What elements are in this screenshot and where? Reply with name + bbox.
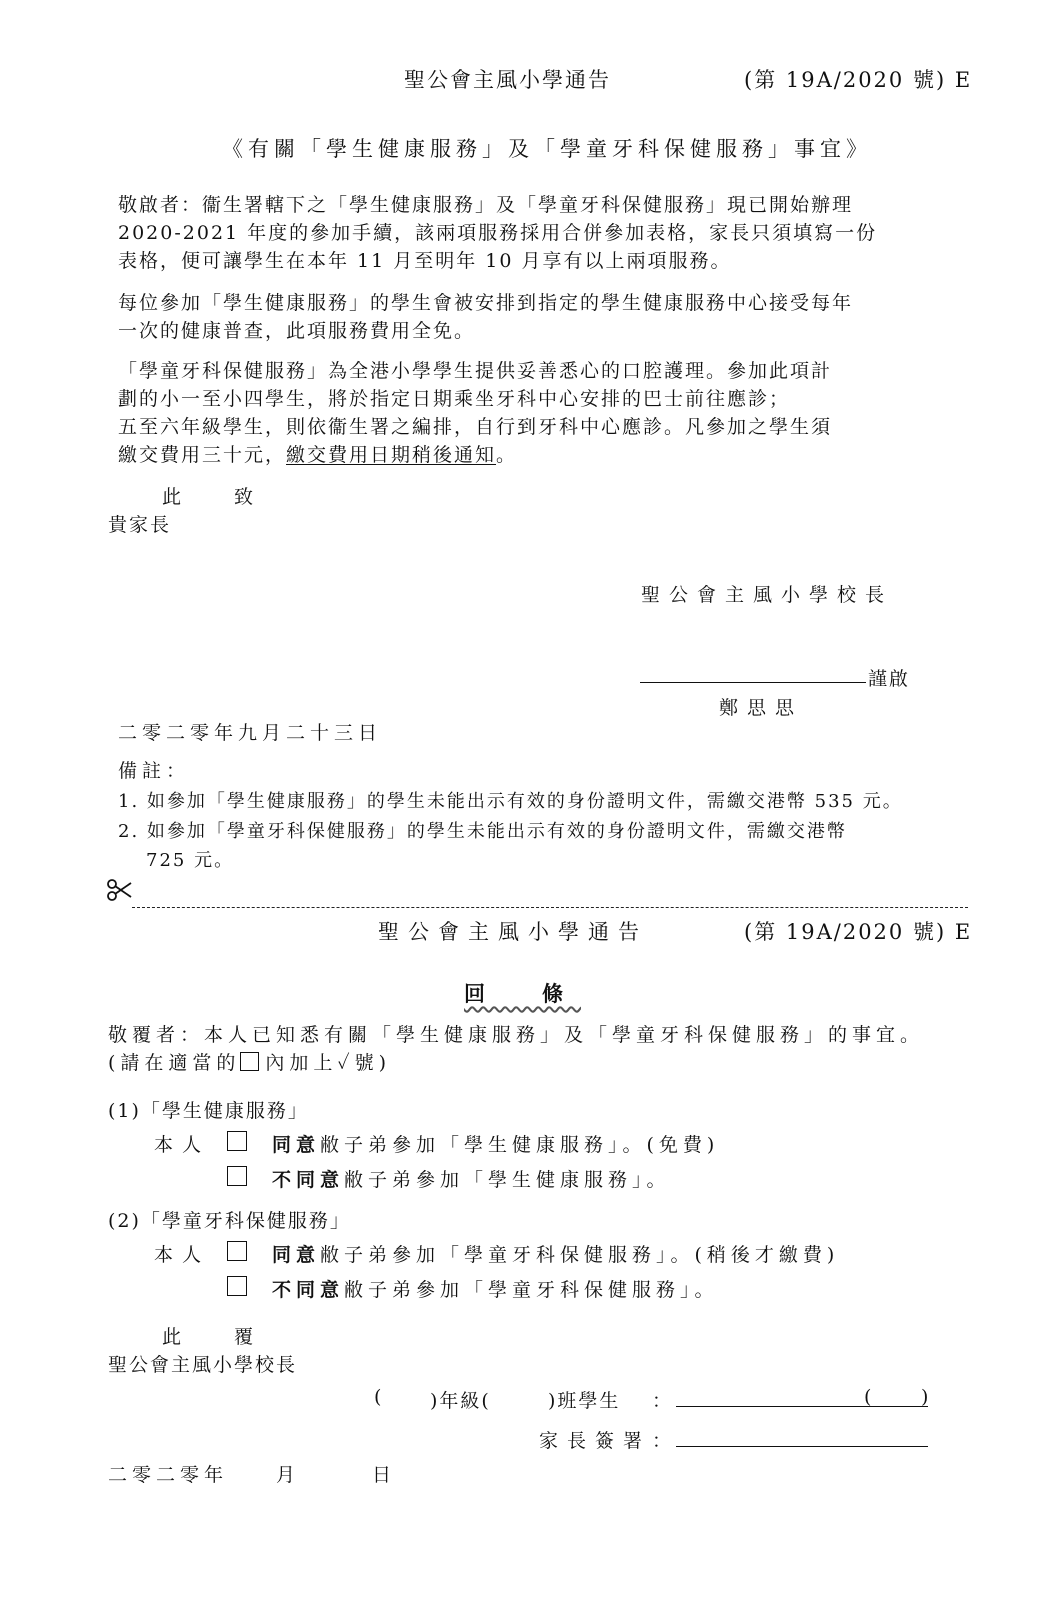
- instruction-post: 內加上✓號): [265, 1052, 392, 1074]
- agree-label: 同意: [272, 1244, 321, 1266]
- grade-label: )年級(: [430, 1390, 491, 1412]
- student-name-line[interactable]: [676, 1406, 928, 1407]
- agree-text: 敝子弟參加「學童牙科保健服務」。(稍後才繳費): [320, 1244, 840, 1266]
- body-p3-line3: 五至六年級學生，則依衞生署之編排，自行到牙科中心應診。凡參加之學生須: [118, 416, 833, 438]
- section1-ben-ren: 本人: [154, 1134, 211, 1156]
- body-p3-line2: 劃的小一至小四學生，將於指定日期乘坐牙科中心安排的巴士前往應診；: [118, 388, 791, 410]
- checkbox-sample-icon: [240, 1052, 259, 1071]
- fee-end: 。: [496, 444, 518, 466]
- remark-item-2-cont: 725 元。: [146, 850, 235, 871]
- health-agree-checkbox[interactable]: [227, 1131, 247, 1151]
- body-p1-line2: 2020-2021 年度的參加手續，該兩項服務採用合併參加表格，家長只須填寫一份: [118, 222, 878, 244]
- agree-label: 同意: [272, 1134, 321, 1156]
- parent-signature-line[interactable]: [676, 1446, 928, 1447]
- body-p1-line3: 表格，便可讓學生在本年 11 月至明年 10 月享有以上兩項服務。: [118, 250, 732, 272]
- jin-qi: 謹啟: [868, 668, 911, 690]
- disagree-label: 不同意: [272, 1279, 345, 1301]
- remarks-heading: 備註：: [118, 760, 191, 782]
- instruction-pre: (請在適當的: [108, 1052, 241, 1074]
- fee-date-notice: 繳交費用日期稍後通知: [286, 444, 497, 466]
- remark-item-2: 2. 如參加「學童牙科保健服務」的學生未能出示有效的身份證明文件，需繳交港幣: [118, 821, 847, 842]
- notice-number: (第 19A/2020 號) E: [744, 68, 973, 92]
- school-notice-title: 聖公會主風小學通告: [404, 68, 611, 92]
- section2-ben-ren: 本人: [154, 1244, 211, 1266]
- body-p1-line1: 敬啟者：衞生署轄下之「學生健康服務」及「學童牙科保健服務」現已開始辦理: [118, 194, 854, 216]
- reply-heading: 回 條: [464, 981, 581, 1006]
- reply-date: 二零二零年 月 日: [108, 1464, 397, 1486]
- class-open-paren: (: [374, 1386, 382, 1408]
- grade-field[interactable]: [386, 1382, 428, 1408]
- reply-notice-number: (第 19A/2020 號) E: [744, 920, 973, 944]
- student-colon: ：: [652, 1390, 672, 1412]
- principal-name: 鄭思思: [719, 697, 804, 719]
- class-label: )班學生: [548, 1390, 621, 1412]
- notice-date: 二零二零年九月二十三日: [118, 722, 383, 744]
- parent-colon: ：: [652, 1430, 672, 1452]
- section1-title: (1)「學生健康服務」: [108, 1100, 309, 1122]
- reply-school-title: 聖公會主風小學通告: [378, 920, 648, 944]
- health-disagree-option: [272, 1165, 671, 1192]
- health-disagree-checkbox[interactable]: [227, 1166, 247, 1186]
- principal-signature-line: [640, 682, 866, 683]
- disagree-text: 敝子弟參加「學生健康服務」。: [344, 1169, 671, 1191]
- dental-agree-option: [272, 1240, 839, 1267]
- body-p3-line4: [118, 440, 517, 467]
- notice-subject: 《有關「學生健康服務」及「學童牙科保健服務」事宜》: [222, 137, 872, 161]
- disagree-text: 敝子弟參加「學童牙科保健服務」。: [344, 1279, 719, 1301]
- reply-intro: 敬覆者：本人已知悉有關「學生健康服務」及「學童牙科保健服務」的事宜。: [108, 1024, 925, 1046]
- dental-disagree-option: [272, 1275, 719, 1302]
- addressee: 貴家長: [108, 514, 172, 536]
- class-field[interactable]: [500, 1382, 546, 1408]
- ci-zhi: 此 致: [162, 486, 259, 508]
- body-p2-line1: 每位參加「學生健康服務」的學生會被安排到指定的學生健康服務中心接受每年: [118, 292, 854, 314]
- class-number-close: ): [921, 1386, 929, 1408]
- disagree-label: 不同意: [272, 1169, 345, 1191]
- scissors-icon: [106, 878, 132, 906]
- parent-sign-label: 家長簽署: [539, 1430, 652, 1452]
- health-agree-option: [272, 1130, 719, 1157]
- dental-disagree-checkbox[interactable]: [227, 1276, 247, 1296]
- body-p2-line2: 一次的健康普查，此項服務費用全免。: [118, 320, 476, 342]
- class-number-open: (: [864, 1386, 872, 1408]
- body-p3-line1: 「學童牙科保健服務」為全港小學學生提供妥善悉心的口腔護理。參加此項計: [118, 360, 833, 382]
- section2-title: (2)「學童牙科保健服務」: [108, 1210, 351, 1232]
- remark-item-1: 1. 如參加「學生健康服務」的學生未能出示有效的身份證明文件，需繳交港幣 535 元。: [118, 791, 903, 812]
- ci-fu: 此 覆: [162, 1326, 259, 1348]
- principal-title: 聖公會主風小學校長: [641, 584, 894, 606]
- fee-text: 繳交費用三十元，: [118, 444, 287, 466]
- agree-text: 敝子弟參加「學生健康服務」。(免費): [320, 1134, 720, 1156]
- cut-line: [132, 907, 968, 908]
- reply-instruction: [108, 1048, 391, 1075]
- reply-addressee: 聖公會主風小學校長: [108, 1354, 298, 1376]
- dental-agree-checkbox[interactable]: [227, 1241, 247, 1261]
